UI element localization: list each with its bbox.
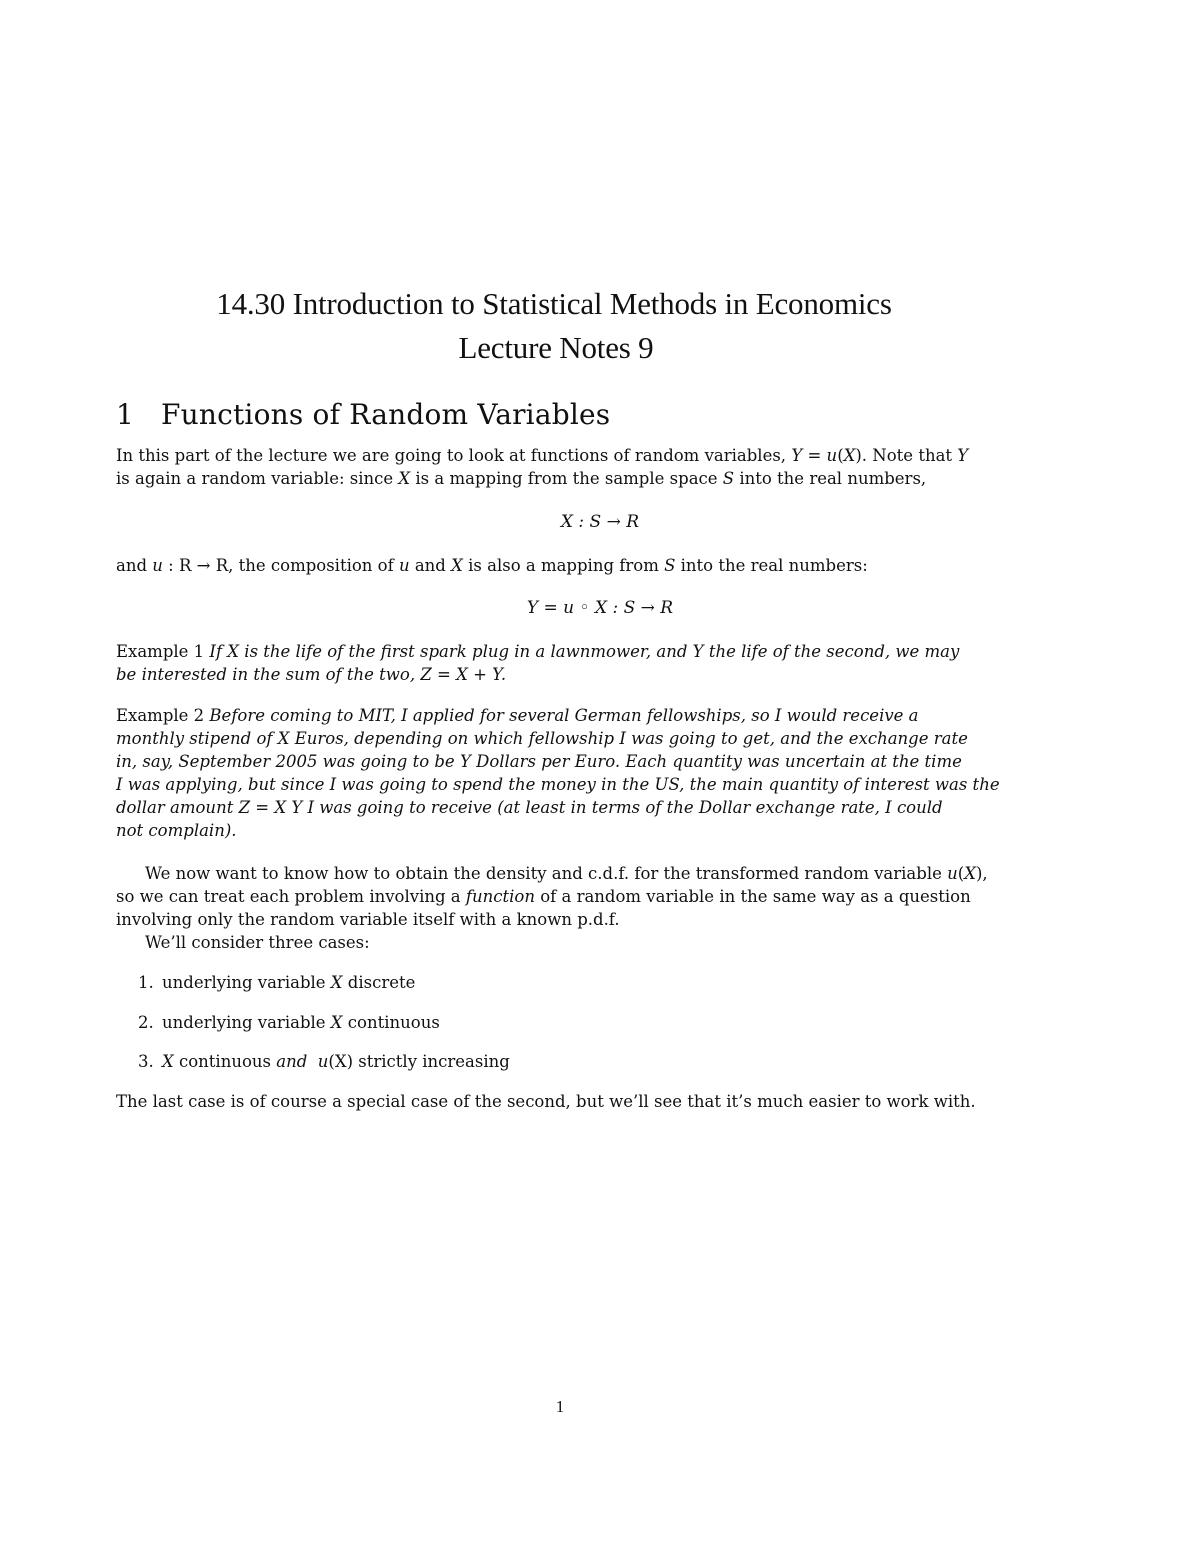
list-item: 1. underlying variable X discrete bbox=[138, 973, 416, 992]
paragraph-line-3: involving only the random variable itself with a known p.d.f. bbox=[116, 910, 620, 929]
document-title: 14.30 Introduction to Statistical Methods in Economics bbox=[216, 286, 892, 321]
intro-line-2: is again a random variable: since X is a mapping from the sample space S into the real numbers, bbox=[116, 469, 927, 488]
example-2-line-3: in, say, September 2005 was going to be Y Dollars per Euro. Each quantity was uncertain at the time bbox=[116, 752, 962, 771]
example-2-line-2: monthly stipend of X Euros, depending on which fellowship I was going to get, and the exchange rate bbox=[116, 729, 968, 748]
example-2-line-1: Example 2 Before coming to MIT, I applied for several German fellowships, so I would receive a bbox=[116, 706, 919, 725]
document-subtitle: Lecture Notes 9 bbox=[458, 330, 654, 365]
section-heading bbox=[116, 398, 610, 432]
section-number: 1 bbox=[116, 398, 135, 431]
equation-mapping: X : S → R bbox=[560, 512, 640, 532]
example-1-line-1: Example 1 If X is the life of the first spark plug in a lawnmower, and Y the life of the second, we may bbox=[116, 642, 960, 661]
intro-line-1: In this part of the lecture we are going to look at functions of random variables, Y = u(X). Note that Y bbox=[116, 446, 969, 465]
paragraph-line-4: We’ll consider three cases: bbox=[145, 933, 370, 952]
composition-line: and u : R → R, the composition of u and X is also a mapping from S into the real numbers: bbox=[116, 556, 868, 575]
example-2-line-5: dollar amount Z = X Y I was going to receive (at least in terms of the Dollar exchange rate, I could bbox=[116, 798, 943, 817]
example-2-line-6: not complain). bbox=[116, 821, 237, 840]
list-item: 2. underlying variable X continuous bbox=[138, 1013, 440, 1032]
example-1-label: Example 1 bbox=[116, 642, 205, 661]
list-item: 3. X continuous and u(X) strictly increasing bbox=[138, 1052, 510, 1071]
paragraph-line-2: so we can treat each problem involving a function of a random variable in the same way as a question bbox=[116, 887, 971, 906]
closing-line: The last case is of course a special case of the second, but we’ll see that it’s much easier to work with. bbox=[116, 1092, 976, 1111]
example-2-label: Example 2 bbox=[116, 706, 205, 725]
example-2-line-4: I was applying, but since I was going to spend the money in the US, the main quantity of interest was the bbox=[116, 775, 1000, 794]
page-number: 1 bbox=[555, 1397, 565, 1416]
section-title: Functions of Random Variables bbox=[161, 398, 611, 431]
paragraph-line-1: We now want to know how to obtain the density and c.d.f. for the transformed random variable u(X), bbox=[145, 864, 988, 883]
example-1-line-2: be interested in the sum of the two, Z = X + Y. bbox=[116, 665, 507, 684]
equation-composition: Y = u ◦ X : S → R bbox=[526, 598, 674, 618]
